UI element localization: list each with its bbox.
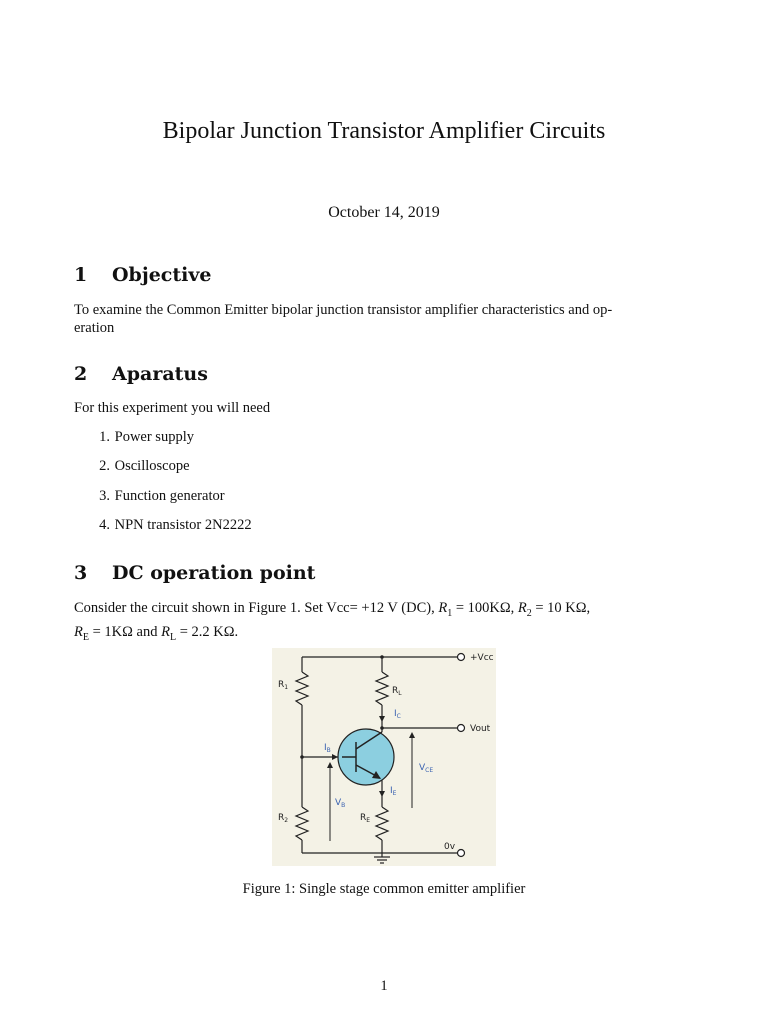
r1-value: = 100KΩ, xyxy=(452,600,518,616)
resistor-r1 xyxy=(296,672,308,705)
dc-line-1 xyxy=(74,599,696,623)
list-item-number: 1. xyxy=(99,429,110,445)
symbol-sub: L xyxy=(169,631,177,643)
list-item xyxy=(74,458,190,475)
resistor-re xyxy=(376,807,388,840)
aparatus-intro: For this experiment you will need xyxy=(74,400,271,416)
ic-label: $I_C$ xyxy=(394,709,401,720)
circuit-figure xyxy=(272,648,496,866)
r2-label: $R_2$ xyxy=(278,813,289,824)
section-title: Objective xyxy=(112,264,212,286)
rl-label: $R_L$ xyxy=(392,686,402,697)
symbol-re: R xyxy=(74,623,83,640)
section-heading-aparatus xyxy=(74,363,208,385)
symbol-sub: 2 xyxy=(526,607,532,619)
ib-arrow xyxy=(332,754,338,760)
list-item-number: 4. xyxy=(99,517,110,533)
section-heading-dc-operation-point xyxy=(74,562,315,584)
r1-label: $R_1$ xyxy=(278,680,289,691)
resistor-r2 xyxy=(296,807,308,840)
section-number: 3 xyxy=(74,562,88,584)
rl-value: = 2.2 KΩ. xyxy=(176,623,239,640)
section-title: Aparatus xyxy=(112,363,208,385)
resistor-rl xyxy=(376,672,388,705)
figure-caption: Figure 1: Single stage common emitter amplifier xyxy=(242,881,526,897)
vb-label: $V_B$ xyxy=(335,798,346,809)
ground-terminal xyxy=(458,850,465,857)
vb-arrow xyxy=(327,762,333,768)
re-label: $R_E$ xyxy=(360,813,371,824)
circuit-diagram xyxy=(272,648,496,866)
list-item xyxy=(74,429,194,446)
dc-line-2 xyxy=(74,623,696,647)
list-item-text: NPN transistor 2N2222 xyxy=(114,517,252,533)
paper-date: October 14, 2019 xyxy=(328,204,440,221)
ie-label: $I_E$ xyxy=(390,786,397,797)
section-title: DC operation point xyxy=(112,562,316,584)
list-item xyxy=(74,488,225,505)
r2-value: = 10 KΩ, xyxy=(531,600,591,616)
page-number: 1 xyxy=(380,978,388,994)
dc-text: Consider the circuit shown in Figure 1. Set Vcc= +12 V (DC), xyxy=(74,600,439,616)
symbol-r1: R xyxy=(438,600,448,616)
vce-arrow xyxy=(409,732,415,738)
objective-line: To examine the Common Emitter bipolar junction transistor amplifier characteristics and op- xyxy=(74,302,613,318)
list-item-number: 3. xyxy=(99,488,110,504)
symbol-sub: E xyxy=(82,631,89,643)
list-item xyxy=(74,517,252,534)
list-item-text: Oscilloscope xyxy=(114,458,190,474)
list-item-text: Power supply xyxy=(114,429,194,445)
objective-paragraph xyxy=(74,301,696,337)
vcc-terminal xyxy=(458,654,465,661)
section-heading-objective xyxy=(74,264,212,286)
paper-title: Bipolar Junction Transistor Amplifier Circuits xyxy=(162,118,606,144)
ib-label: $I_B$ xyxy=(324,743,331,754)
symbol-r2: R xyxy=(517,600,527,616)
objective-line: eration xyxy=(74,320,115,336)
symbol-sub: 1 xyxy=(447,607,453,619)
symbol-rl: R xyxy=(161,623,170,640)
vcc-label: +Vcc xyxy=(470,653,494,663)
list-item-text: Function generator xyxy=(114,488,225,504)
vce-label: $V_{CE}$ xyxy=(419,763,434,774)
vout-label: Vout xyxy=(470,724,491,734)
list-item-number: 2. xyxy=(99,458,110,474)
re-value: = 1KΩ and xyxy=(88,623,162,640)
section-number: 2 xyxy=(74,363,88,385)
ic-arrow xyxy=(379,716,385,722)
vout-terminal xyxy=(458,725,465,732)
ov-label: 0v xyxy=(444,842,456,852)
section-number: 1 xyxy=(74,264,88,286)
dc-paragraph xyxy=(74,599,696,647)
ie-arrow xyxy=(379,791,385,797)
